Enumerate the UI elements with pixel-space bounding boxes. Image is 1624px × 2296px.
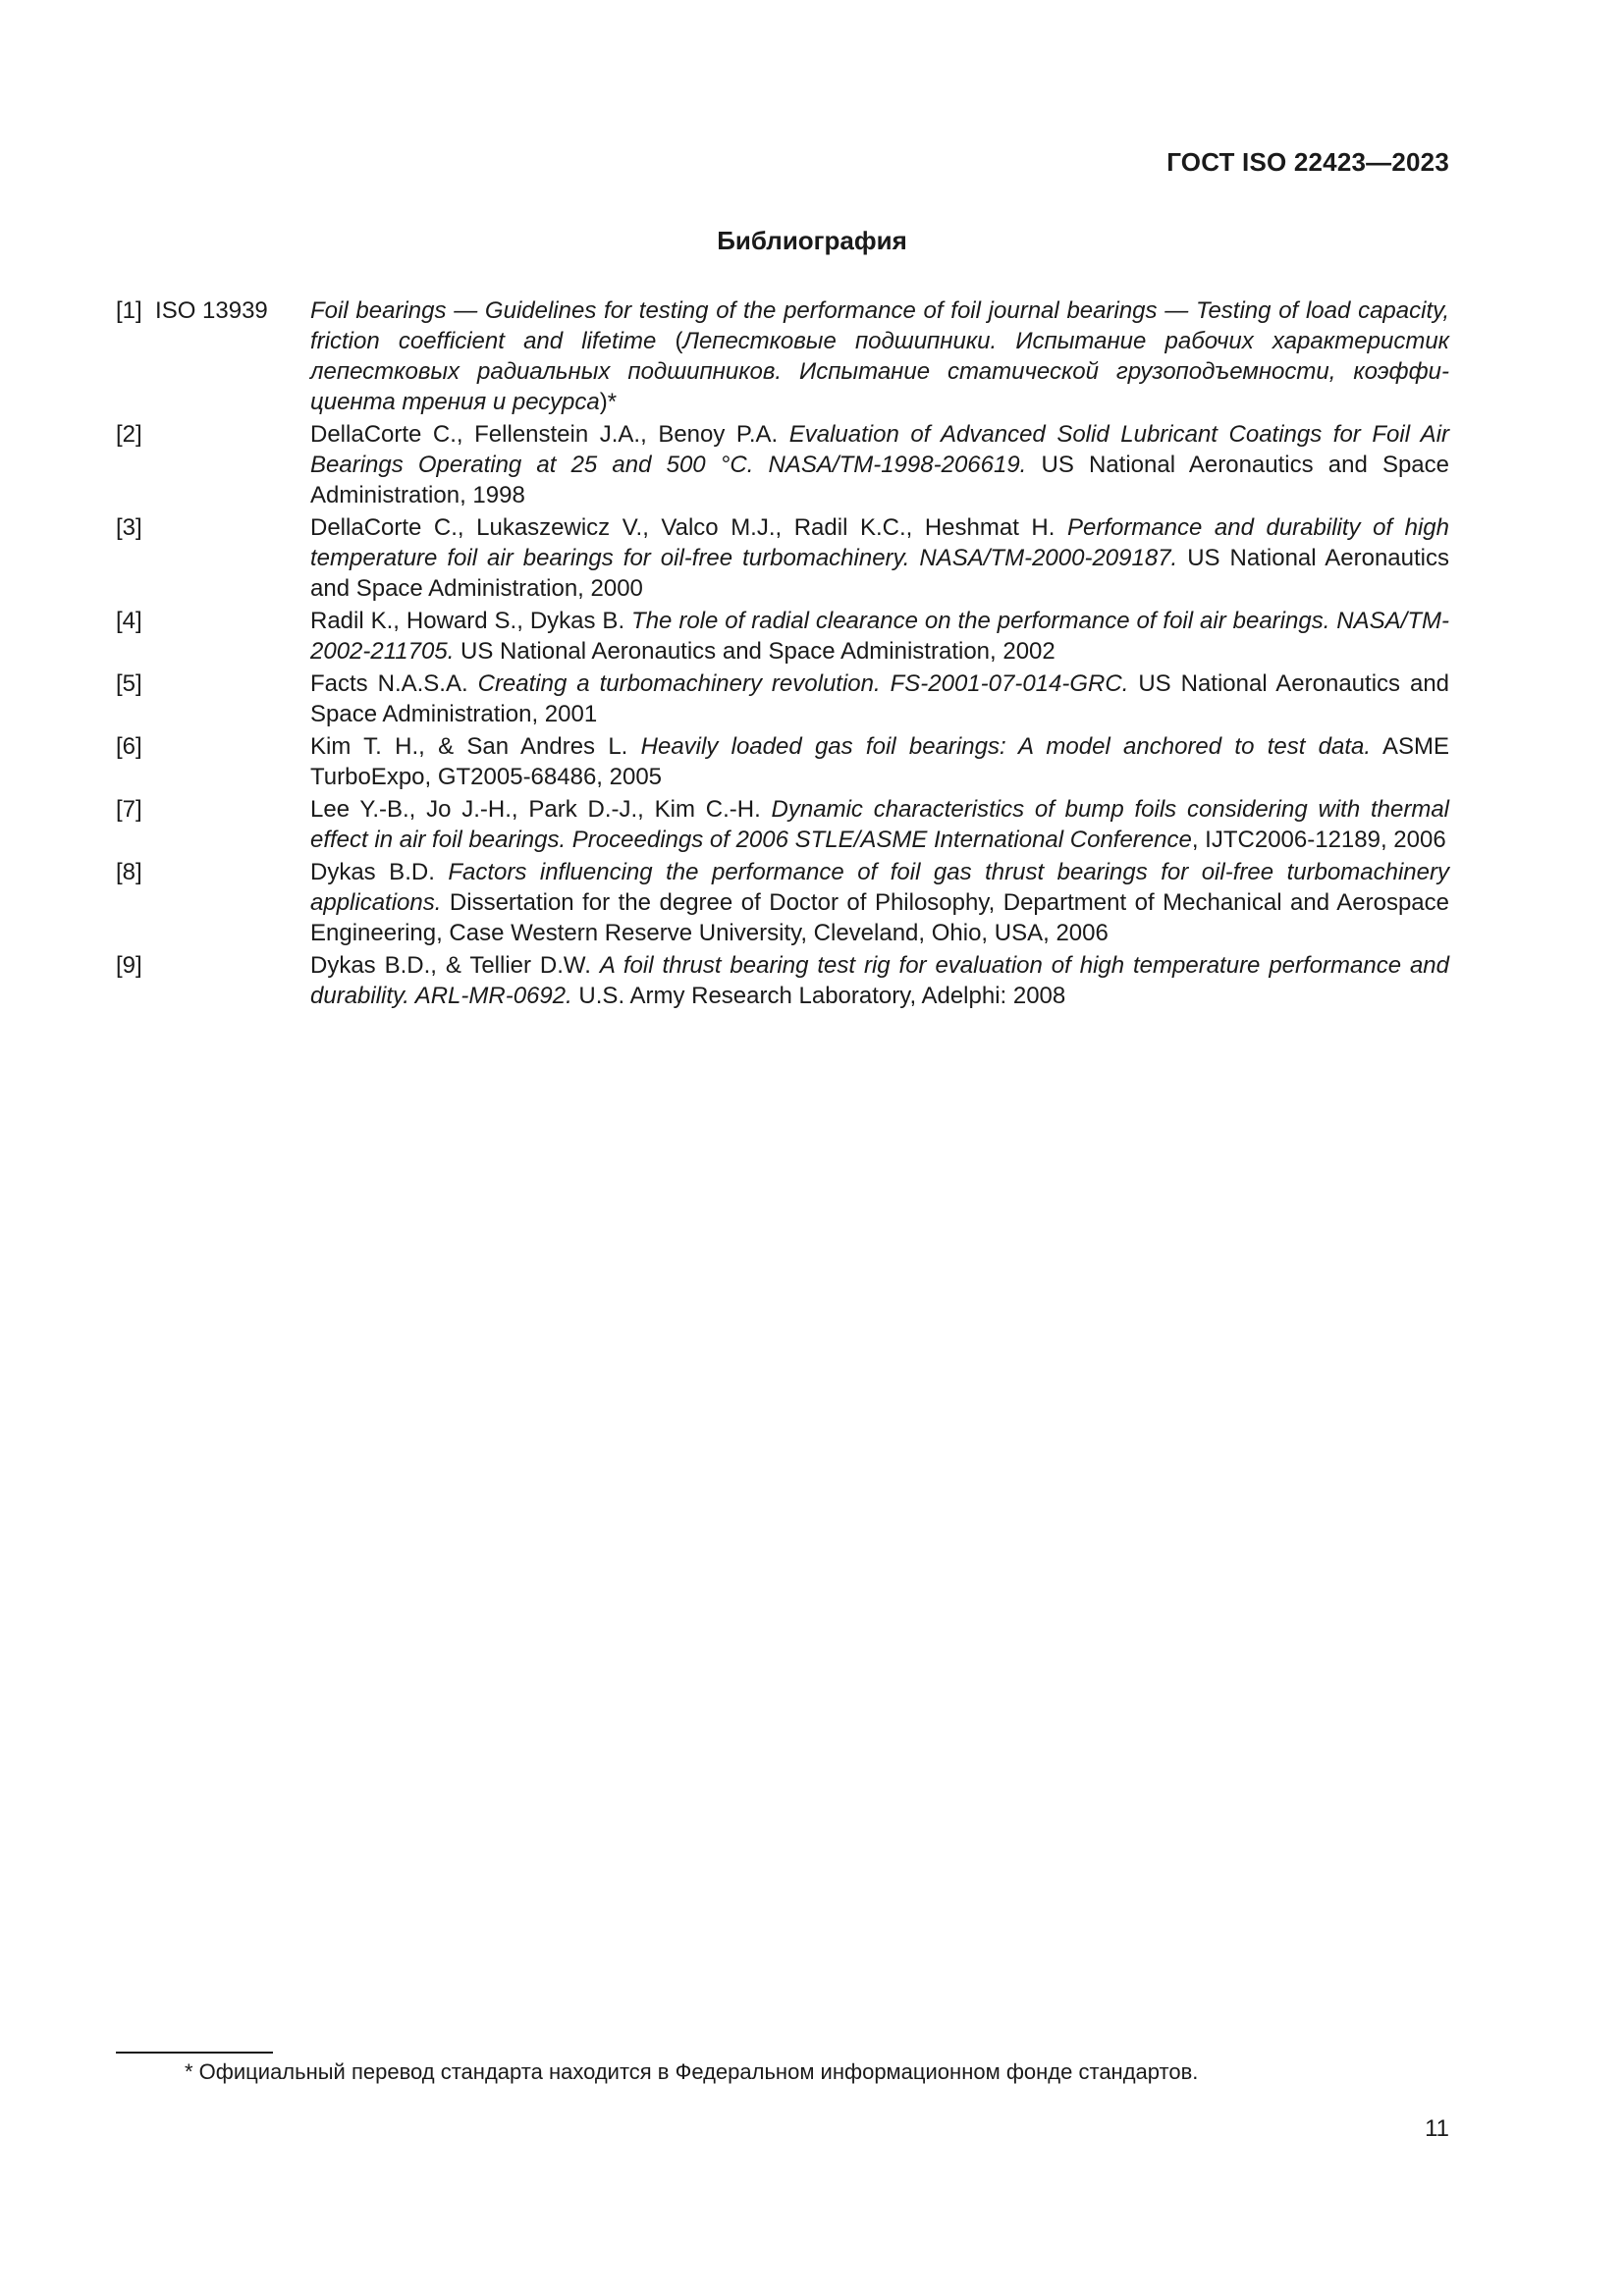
- reference-item: [116, 295, 1449, 417]
- reference-title-segment: Performance and durability of high temperature foil air bearings for oil-free turbomachinery. NASA/TM-2000-209187.: [310, 514, 1449, 571]
- reference-text: [310, 419, 1449, 510]
- reference-text-segment: DellaCorte C., Fellenstein J.A., Benoy P.A.: [310, 421, 789, 448]
- reference-text: [310, 668, 1449, 729]
- reference-text: [310, 794, 1449, 855]
- reference-label: [4]: [116, 608, 142, 634]
- reference-text-segment: Lee Y.-B., Jo J.-H., Park D.-J., Kim C.-H.: [310, 796, 772, 823]
- reference-text-segment: DellaCorte C., Lukaszewicz V., Valco M.J., Radil K.C., Heshmat H.: [310, 514, 1067, 541]
- reference-title-segment: A foil thrust bearing test rig for evaluation of high temperature performance and durability. ARL-MR-0692.: [310, 952, 1449, 1009]
- reference-title-segment: Heavily loaded gas foil bearings: A model anchored to test data.: [640, 733, 1372, 760]
- reference-item: [116, 606, 1449, 667]
- reference-text-segment: Radil K., Howard S., Dykas B.: [310, 608, 632, 634]
- reference-text-segment: Kim T. H., & San Andres L.: [310, 733, 641, 760]
- reference-label: [6]: [116, 733, 142, 760]
- reference-text-segment: US National Aeronautics and Space Administration, 1998: [310, 452, 1449, 508]
- reference-text-segment: ASME TurboExpo, GT2005-68486, 2005: [310, 733, 1450, 790]
- reference-title-segment: Factors influencing the performance of foil gas thrust bearings for oil-free turbomachinery applications.: [310, 859, 1449, 916]
- reference-text-segment: Facts N.A.S.A.: [310, 670, 478, 697]
- reference-text-segment: (: [656, 328, 683, 354]
- reference-item: [116, 419, 1449, 510]
- reference-item: [116, 950, 1449, 1011]
- reference-text-segment: )*: [599, 389, 618, 415]
- reference-text: [310, 295, 1449, 417]
- reference-item: [116, 668, 1449, 729]
- reference-text-segment: US National Aeronautics and Space Administration, 2001: [310, 670, 1450, 727]
- reference-title-segment: Evaluation of Advanced Solid Lubricant Coatings for Foil Air Bearings Operating at 25 and 500 °C. NASA/TM-1998-206619.: [310, 421, 1450, 478]
- reference-item: [116, 731, 1449, 792]
- reference-text: [310, 950, 1449, 1011]
- reference-title-segment: Foil bearings — Guidelines for testing of the performance of foil journal bearings — Testing of load capacity, friction coefficient and lifetime: [310, 297, 1449, 354]
- reference-text: [310, 857, 1449, 948]
- reference-label: [7]: [116, 796, 142, 823]
- reference-title-segment: Лепестковые подшипники. Испытание рабочих характеристик лепестковых радиальных подшипников. Испытание статической грузоподъемности, коэффициента трения и ресурса: [310, 328, 1449, 415]
- reference-label: [2]: [116, 421, 142, 448]
- reference-title-segment: The role of radial clearance on the performance of foil air bearings. NASA/​TM-2002-211705.: [310, 608, 1449, 665]
- reference-item: [116, 857, 1449, 948]
- footnote-divider: [116, 2052, 273, 2054]
- reference-text: [310, 512, 1449, 604]
- reference-label: [3]: [116, 514, 142, 541]
- reference-label: [5]: [116, 670, 142, 697]
- reference-text-segment: US National Aeronautics and Space Administration, 2000: [310, 545, 1449, 602]
- reference-text: [310, 606, 1449, 667]
- bibliography-heading: Библиография: [717, 226, 907, 255]
- reference-text-segment: U.S. Army Research Laboratory, Adelphi: 2008: [571, 983, 1066, 1009]
- reference-text-segment: Dissertation for the degree of Doctor of Philosophy, Department of Mechanical and Aerospace Engineering, Case Western Reserve University, Cleveland, Ohio, USA, 2006: [310, 889, 1449, 946]
- footnote: * Официальный перевод стандарта находится в Федеральном информационном фонде стандартов.: [185, 2059, 1199, 2084]
- reference-label: [1] ISO 13939: [116, 297, 268, 324]
- reference-item: [116, 794, 1449, 855]
- reference-title-segment: Dynamic characteristics of bump foils considering with thermal effect in air foil bearings. Proceedings of 2006 STLE/ASME International Conference: [310, 796, 1449, 853]
- reference-text-segment: Dykas B.D.: [310, 859, 449, 885]
- reference-text-segment: Dykas B.D., & Tellier D.W.: [310, 952, 600, 979]
- reference-text-segment: , IJTC2006-12189, 2006: [1191, 827, 1446, 853]
- reference-label: [8]: [116, 859, 142, 885]
- page-number: 11: [1425, 2115, 1449, 2142]
- reference-label: [9]: [116, 952, 142, 979]
- reference-title-segment: Creating a turbomachinery revolution. FS-2001-07-014-GRC.: [477, 670, 1129, 697]
- reference-text-segment: US National Aeronautics and Space Administration, 2002: [454, 638, 1056, 665]
- reference-list: [116, 295, 1449, 1013]
- reference-item: [116, 512, 1449, 604]
- document-code: ГОСТ ISO 22423—2023: [1166, 147, 1449, 177]
- reference-text: [310, 731, 1449, 792]
